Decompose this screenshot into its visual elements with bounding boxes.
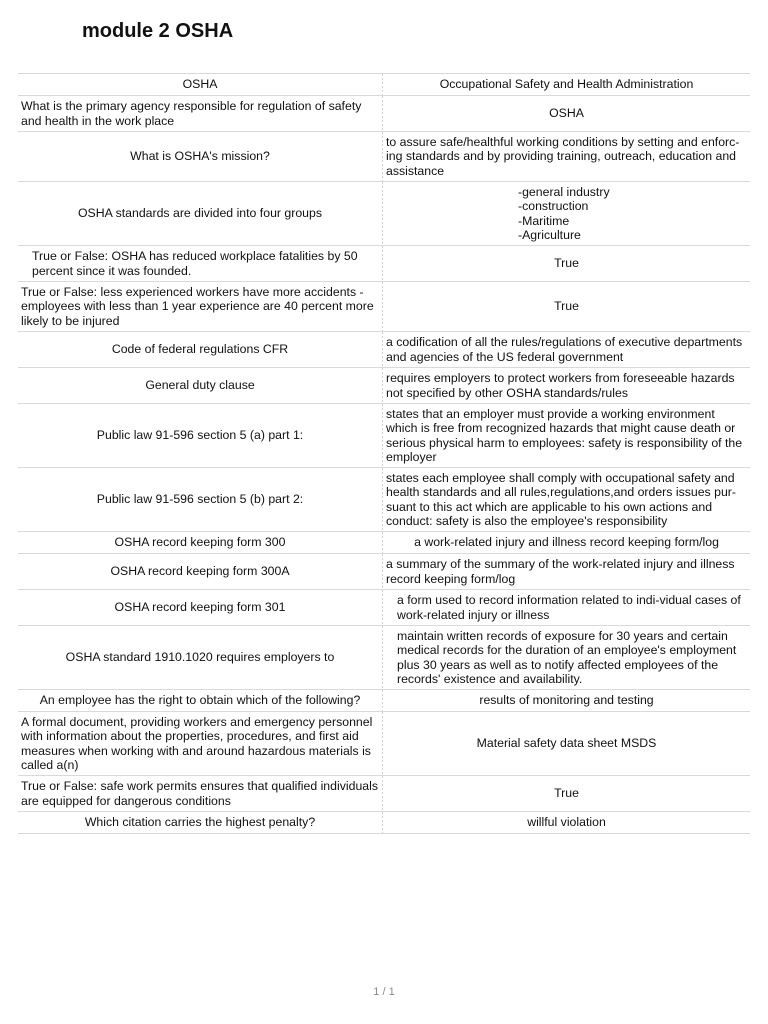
card-term: Public law 91-596 section 5 (b) part 2:	[96, 492, 304, 507]
card-definition: states each employee shall comply with occupational safety and health standards and all rules,regulations,and orders issues pur- suant to this act which are applicable to his own actions and conduct: safety is also the employee's responsibility	[386, 470, 736, 528]
card-row	[18, 776, 750, 812]
card-definition: a form used to record information related to indi-vidual cases of work-related injury or illness	[397, 593, 741, 622]
card-term: What is OSHA's mission?	[130, 149, 270, 164]
card-definition: a codification of all the rules/regulations of executive departments and agencies of the US federal government	[386, 335, 743, 364]
card-term: An employee has the right to obtain which of the following?	[39, 693, 361, 708]
card-row	[18, 690, 750, 712]
card-term: True or False: OSHA has reduced workplace fatalities by 50 percent since it was founded.	[32, 249, 358, 278]
card-row	[18, 404, 750, 468]
card-definition: states that an employer must provide a working environment which is free from recognized hazards that might cause death or serious physical harm to employees: safety is responsibility of the employer	[386, 406, 743, 464]
card-term: OSHA	[182, 77, 218, 92]
card-term: OSHA record keeping form 300A	[110, 564, 290, 579]
card-row	[18, 626, 750, 690]
card-definition: maintain written records of exposure for 30 years and certain medical records for the duration of an employee's employment plus 30 years as well as to notify affected employees of the records' existence and availability.	[397, 628, 737, 686]
card-definition: True	[554, 256, 579, 271]
card-term: A formal document, providing workers and emergency personnel with information about the properties, procedures, and first aid measures when working with and around hazardous materials is called a(n)	[21, 714, 373, 772]
card-row	[18, 132, 750, 182]
card-term: Which citation carries the highest penalty?	[84, 815, 316, 830]
card-definition: willful violation	[527, 815, 606, 830]
card-term: True or False: less experienced workers have more accidents - employees with less than 1 year experience are 40 percent more likely to be injured	[21, 285, 374, 328]
flashcard-table	[18, 73, 750, 834]
card-row	[18, 712, 750, 776]
card-definition: OSHA	[549, 106, 584, 121]
card-row	[18, 812, 750, 834]
card-definition: a summary of the summary of the work-related injury and illness record keeping form/log	[386, 557, 735, 586]
card-row	[18, 332, 750, 368]
card-term: Code of federal regulations CFR	[111, 342, 289, 357]
document-title: module 2 OSHA	[82, 20, 234, 42]
card-term: OSHA record keeping form 300	[114, 535, 286, 550]
card-term: What is the primary agency responsible for regulation of safety and health in the work place	[21, 99, 362, 128]
card-row	[18, 554, 750, 590]
card-row	[18, 246, 750, 282]
page-indicator: 1 / 1	[373, 986, 395, 998]
card-row	[18, 590, 750, 626]
card-definition: True	[554, 786, 579, 801]
card-definition: requires employers to protect workers from foreseeable hazards not specified by other OSHA standards/rules	[386, 371, 735, 400]
card-definition: True	[554, 299, 579, 314]
card-row	[18, 96, 750, 132]
card-term: Public law 91-596 section 5 (a) part 1:	[96, 428, 304, 443]
card-row	[18, 532, 750, 554]
card-definition: Material safety data sheet MSDS	[476, 736, 657, 751]
card-definition: Occupational Safety and Health Administration	[439, 77, 694, 92]
card-row	[18, 368, 750, 404]
card-definition: to assure safe/healthful working conditions by setting and enforc- ing standards and by providing training, outreach, education and assistance	[386, 135, 740, 178]
card-term: OSHA standard 1910.1020 requires employers to	[65, 650, 335, 665]
card-row	[18, 74, 750, 96]
card-definition: results of monitoring and testing	[479, 693, 654, 708]
card-definition: -general industry -construction -Maritime -Agriculture	[518, 184, 610, 242]
card-row	[18, 182, 750, 246]
card-definition: a work-related injury and illness record keeping form/log	[414, 535, 719, 550]
card-row	[18, 282, 750, 332]
card-term: True or False: safe work permits ensures that qualified individuals are equipped for dangerous conditions	[21, 779, 378, 808]
card-term: OSHA record keeping form 301	[114, 600, 286, 615]
card-row	[18, 468, 750, 532]
card-term: General duty clause	[145, 378, 255, 393]
card-term: OSHA standards are divided into four groups	[77, 206, 323, 221]
